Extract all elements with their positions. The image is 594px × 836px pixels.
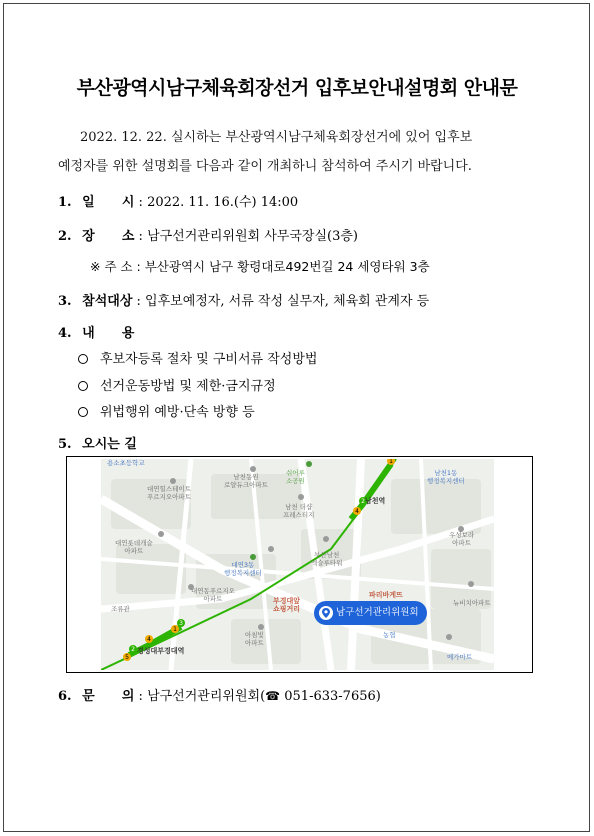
- item-place: [58, 225, 358, 244]
- item-number: 4.: [58, 326, 72, 341]
- intro-line-1: 2022. 12. 22. 실시하는 부산광역시남구체육회장선거에 있어 입후보: [80, 130, 473, 145]
- poi-label: 아침빛 아파트: [245, 631, 264, 647]
- poi-label: 쉬어루 소공원: [286, 469, 305, 485]
- poi-label: 남천1동 행정복지센터: [427, 469, 465, 485]
- svg-text:1: 1: [173, 626, 177, 633]
- item-label: 오시는 길: [82, 437, 137, 452]
- poi-label: 대연롯데캐슬 아파트: [115, 539, 153, 555]
- poi-label: 파리바게뜨: [369, 591, 403, 599]
- intro-line-2: 예정자를 위한 설명회를 다음과 같이 개최하니 참석하여 주시기 바랍니다.: [58, 159, 472, 174]
- item-number: 3.: [58, 294, 72, 309]
- item-value: : 남구선거관리위원회(: [134, 689, 266, 704]
- poi-label: 대연동푸르지오 아파트: [191, 587, 235, 603]
- destination-marker[interactable]: [314, 601, 427, 625]
- item-inquiry: [58, 685, 381, 704]
- svg-text:2: 2: [131, 646, 135, 653]
- svg-text:5: 5: [125, 654, 129, 661]
- svg-text:4: 4: [147, 636, 151, 643]
- item-attendees: [58, 290, 429, 309]
- poi-label: 부경대앞 쇼핑거리: [273, 597, 301, 613]
- poi-label: 남천역: [365, 497, 386, 505]
- poi-label: 메가마트: [447, 653, 473, 661]
- item-label: 문 의: [82, 689, 135, 704]
- item-label: 내 용: [82, 326, 135, 341]
- svg-text:3: 3: [179, 620, 183, 627]
- item-address: ※ 주 소 : 부산광역시 남구 황령대로492번길 24 세영타워 3층: [90, 259, 430, 274]
- item-label: 일 시: [82, 195, 135, 210]
- item-number: 2.: [58, 229, 72, 244]
- circle-bullet-icon: [78, 381, 88, 391]
- telephone-icon: ☎: [265, 689, 281, 703]
- svg-text:2: 2: [361, 498, 365, 505]
- page-title: 부산광역시남구체육회장선거 입후보안내설명회 안내문: [76, 77, 518, 99]
- poi-label: 조류관: [111, 605, 130, 613]
- content-list-item: 선거운동방법 및 제한·금지규정: [78, 375, 276, 394]
- phone-number: 051-633-7656): [280, 689, 381, 704]
- item-value: : 남구선거관리위원회 사무국장실(3층): [134, 229, 358, 244]
- circle-bullet-icon: [78, 407, 88, 417]
- item-directions: [58, 433, 137, 452]
- item-value: : 입후보예정자, 서류 작성 실무자, 체육회 관계자 등: [132, 294, 430, 309]
- destination-label: 남구선거관리위원회: [336, 607, 419, 618]
- poi-label: 대연3동 행정복지센터: [224, 561, 262, 577]
- svg-text:4: 4: [355, 508, 359, 515]
- poi-label: 부산남천 엑슬루타워: [311, 551, 343, 567]
- poi-label: 경성대부경대역: [137, 647, 185, 655]
- item-label: 장 소: [82, 229, 135, 244]
- poi-label: 남천동원 로얄듀크아파트: [224, 473, 268, 489]
- item-content: [58, 322, 134, 341]
- content-list-item: 위법행위 예방·단속 방향 등: [78, 401, 255, 420]
- poi-label: 대연힐스테이트 푸르지오아파트: [147, 485, 191, 501]
- item-number: 1.: [58, 195, 72, 210]
- poi-label: 남천 더샵 프레스티지: [283, 503, 315, 519]
- location-pin-icon: [318, 605, 334, 621]
- content-list-item: 후보자등록 절차 및 구비서류 작성방법: [78, 348, 317, 367]
- svg-text:1: 1: [389, 459, 393, 465]
- circle-bullet-icon: [78, 354, 88, 364]
- poi-label: 우성보라 아파트: [449, 531, 475, 547]
- item-value: : 2022. 11. 16.(수) 14:00: [134, 195, 299, 210]
- poi-label: 뉴비치아파트: [453, 599, 491, 607]
- item-date: [58, 191, 298, 210]
- location-map[interactable]: [101, 459, 494, 670]
- intro-paragraph: [58, 123, 538, 181]
- poi-label: 농협: [383, 631, 396, 639]
- item-label: 참석대상: [82, 294, 133, 309]
- item-number: 6.: [58, 689, 72, 704]
- item-number: 5.: [58, 437, 72, 452]
- poi-label: 용소초등학교: [107, 459, 145, 467]
